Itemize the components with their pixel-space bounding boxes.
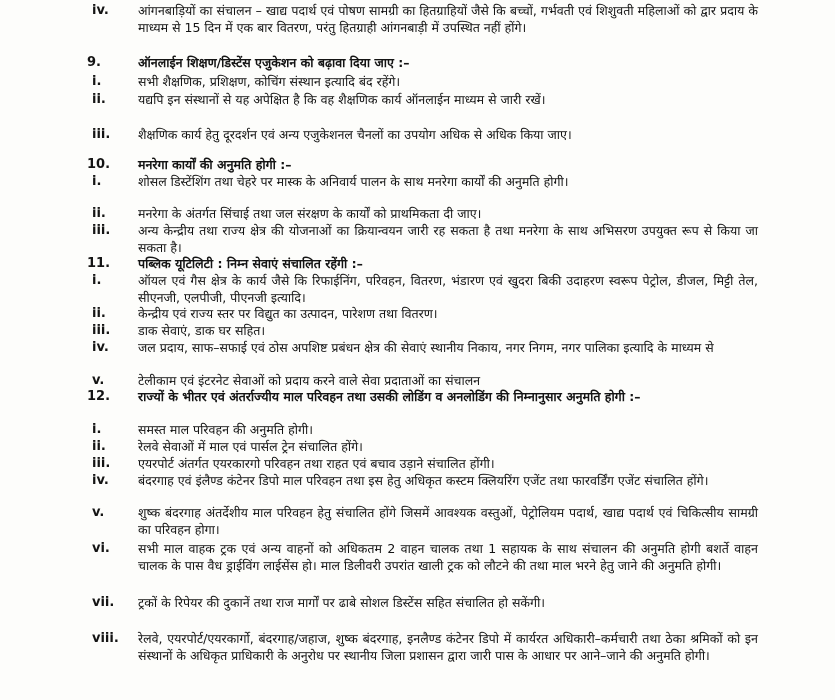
item-text: रेलवे, एयरपोर्ट/एयरकार्गो, बंदरगाह/जहाज, शुष्क बंदरगाह, इनलैण्ड कंटेनर डिपो में कार्यरत अधिकारी–कर्मचारी तथा ठेका श्रमिकों को इन संस्थानों के अधिकृत प्राधिकारी के अनुरोध पर स्थानीय जिला प्रशासन द्वारा जारी पास के आधार पर आने–जाने की अनुमति होगी।: [138, 631, 758, 663]
item-text: टेलीकाम एवं इंटरनेट सेवाओं को प्रदाय करने वाले सेवा प्रदाताओं का संचालन: [138, 373, 481, 388]
item-text: आंगनबाड़ियों का संचालन – खाद्य पदार्थ एवं पोषण सामग्री का हितग्राहियों जैसे कि बच्चों, गर्भवती एवं शिशुवती महिलाओं को द्वार प्रदाय के माध्यम से 15 दिन में एक बार वितरण, परंतु हितग्राही आंगनबाड़ी में उपस्थित नहीं होंगे।: [138, 3, 758, 35]
item-text: मनरेगा के अंतर्गत सिंचाई तथा जल संरक्षण के कार्यों को प्राथमिकता दी जाए।: [138, 206, 482, 221]
item-text: सभी शैक्षणिक, प्रशिक्षण, कोचिंग संस्थान इत्यादि बंद रहेंगे।: [138, 74, 401, 89]
section-number: 11.: [87, 256, 111, 271]
item-text: रेलवे सेवाओं में माल एवं पार्सल ट्रेन संचालित होंगे।: [138, 439, 363, 454]
item-number: iv.: [92, 340, 109, 355]
section-title: पब्लिक यूटिलिटी : निम्न सेवाएं संचालित रहेंगी :–: [138, 256, 363, 271]
item-number: ii.: [92, 439, 106, 454]
item-number: ii.: [92, 92, 106, 107]
section-number: 9.: [87, 55, 101, 70]
item-number: v.: [92, 505, 105, 520]
item-number: i.: [92, 422, 102, 437]
section-number: 10.: [87, 157, 111, 172]
item-number: vi.: [92, 541, 110, 556]
item-number: i.: [92, 74, 102, 89]
item-text: शुष्क बंदरगाह अंतर्देशीय माल परिवहन हेतु संचालित होंगे जिसमें आवश्यक वस्तुओं, पेट्रोलियम पदार्थ, खाद्य पदार्थ एवं चिकित्सीय सामग्री का परिवहन होगा।: [138, 505, 758, 537]
section-number: 12.: [87, 389, 111, 404]
item-number: ii.: [92, 306, 106, 321]
item-number: iii.: [92, 127, 111, 142]
item-text: अन्य केन्द्रीय तथा राज्य क्षेत्र की योजनाओं का क्रियान्वयन जारी रह सकता है तथा मनरेगा के साथ अभिसरण उपयुक्त रूप से किया जा सकता है।: [138, 223, 758, 255]
item-text: ऑयल एवं गैस क्षेत्र के कार्य जैसे कि रिफाईनिंग, परिवहन, वितरण, भंडारण एवं खुदरा बिकी उदाहरण स्वरूप पेट्रोल, डीजल, मिट्टी तेल, सीएनजी, एलपीजी, पीएनजी इत्यादि।: [138, 273, 758, 305]
item-number: iv.: [92, 3, 109, 18]
item-text: बंदरगाह एवं इंलैण्ड कंटेनर डिपो माल परिवहन तथा इस हेतु अधिकृत कस्टम क्लियरिंग एजेंट तथा फारवर्डिंग एजेंट संचालित होंगे।: [138, 473, 709, 488]
item-text: सभी माल वाहक ट्रक एवं अन्य वाहनों को अधिकतम 2 वाहन चालक तथा 1 सहायक के साथ संचालन की अनुमति होगी बशर्ते वाहन चालक के पास वैध ड्राईविंग लाईसेंस हो। माल डिलीवरी उपरांत खाली ट्रक को लौटने की तथा माल भरने हेतु जाने की अनुमति होगी।: [138, 541, 758, 573]
item-number: viii.: [92, 631, 119, 646]
item-text: यद्यपि इन संस्थानों से यह अपेक्षित है कि वह शैक्षणिक कार्य ऑनलाईन माध्यम से जारी रखें।: [138, 92, 546, 107]
item-number: i.: [92, 174, 102, 189]
item-text: शोसल डिस्टेंशिंग तथा चेहरे पर मास्क के अनिवार्य पालन के साथ मनरेगा कार्यों की अनुमति होगी।: [138, 174, 569, 189]
item-text: समस्त माल परिवहन की अनुमति होगी।: [138, 422, 313, 437]
item-number: i.: [92, 273, 102, 288]
item-text: एयरपोर्ट अंतर्गत एयरकारगो परिवहन तथा राहत एवं बचाव उड़ाने संचालित होंगी।: [138, 456, 495, 471]
item-text: ट्रकों के रिपेयर की दुकानें तथा राज मार्गों पर ढाबे सोशल डिस्टेंस सहित संचालित हो सकेंगी।: [138, 595, 546, 610]
item-text: केन्द्रीय एवं राज्य स्तर पर विद्युत का उत्पादन, पारेशण तथा वितरण।: [138, 306, 438, 321]
section-title: मनरेगा कार्यों की अनुमति होगी :–: [138, 157, 292, 172]
item-number: iii.: [92, 456, 111, 471]
item-number: iii.: [92, 223, 111, 238]
item-number: vii.: [92, 595, 115, 610]
item-text: शैक्षणिक कार्य हेतु दूरदर्शन एवं अन्य एजुकेशनल चैनलों का उपयोग अधिक से अधिक किया जाए।: [138, 127, 572, 142]
section-title: ऑनलाईन शिक्षण/डिस्टेंस एजुकेशन को बढ़ावा दिया जाए :–: [138, 55, 410, 70]
section-title: राज्यों के भीतर एवं अंतर्राज्यीय माल परिवहन तथा उसकी लोडिंग व अनलोडिंग की निम्नानुसार अनुमति होगी :–: [138, 389, 641, 404]
item-text: डाक सेवाएं, डाक घर सहित।: [138, 323, 266, 338]
item-text: जल प्रदाय, साफ–सफाई एवं ठोस अपशिष्ट प्रबंधन क्षेत्र की सेवाएं स्थानीय निकाय, नगर निगम, नगर पालिका इत्यादि के माध्यम से: [138, 340, 714, 355]
item-number: iii.: [92, 323, 111, 338]
item-number: ii.: [92, 206, 106, 221]
item-number: iv.: [92, 473, 109, 488]
item-number: v.: [92, 373, 105, 388]
